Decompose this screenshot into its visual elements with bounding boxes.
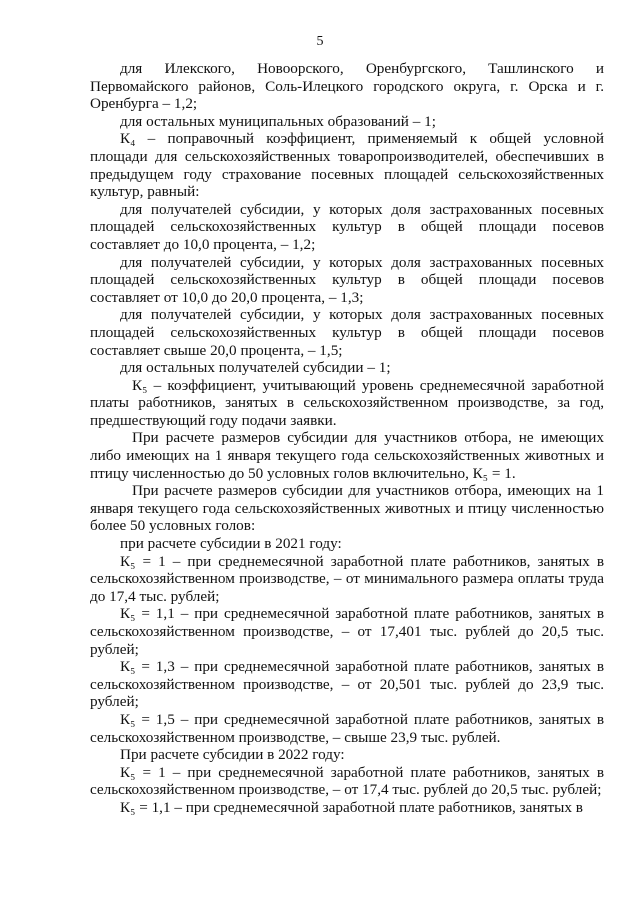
paragraph-2021-heading: при расчете субсидии в 2021 году: [120, 535, 342, 553]
paragraph-k4-case-1: для получателей субсидии, у которых доля застрахованных посевных площадей сельскохозяйственных культур в общей площади посевов составляет до 10,0 процента, – 1,2; [90, 200, 604, 253]
paragraph-2: для остальных муниципальных образований – 1; [120, 112, 436, 130]
paragraph-k4-case-other: для остальных получателей субсидии – 1; [120, 359, 391, 377]
paragraph-k4-case-2: для получателей субсидии, у которых доля застрахованных посевных площадей сельскохозяйственных культур в общей площади посевов составляет от 10,0 до 20,0 процента, – 1,3; [90, 253, 604, 306]
page-number: 5 [316, 34, 324, 49]
paragraph-k4-case-3: для получателей субсидии, у которых доля застрахованных посевных площадей сельскохозяйственных культур в общей площади посевов составляет свыше 20,0 процента, – 1,5; [90, 306, 604, 359]
paragraph-k5-large: При расчете размеров субсидии для участников отбора, имеющих на 1 января текущего года сельскохозяйственных животных и птицу численностью более 50 условных голов: [90, 482, 604, 535]
paragraph-k4-definition: К₄ – поправочный коэффициент, применяемый к общей условной площади для сельскохозяйственных товаропроизводителей, обеспечивших в предыдущем году страхование посевных площадей сельскохозяйственных культур, равный: [90, 130, 604, 201]
paragraph-k5-definition: К₅ – коэффициент, учитывающий уровень среднемесячной заработной платы работников, занятых в сельскохозяйственном производстве, за год, предшествующий году подачи заявки. [90, 376, 604, 429]
paragraph-2021-k5-1: К₅ = 1 – при среднемесячной заработной плате работников, занятых в сельскохозяйственном производстве, – от минимального размера оплаты труда до 17,4 тыс. рублей; [90, 552, 604, 605]
paragraph-2021-k5-1-5: К₅ = 1,5 – при среднемесячной заработной плате работников, занятых в сельскохозяйственном производстве, – свыше 23,9 тыс. рублей. [90, 710, 604, 746]
paragraph-2021-k5-1-1: К₅ = 1,1 – при среднемесячной заработной плате работников, занятых в сельскохозяйственном производстве, – от 17,401 тыс. рублей до 20,5 тыс. рублей; [90, 605, 604, 658]
paragraph-2022-k5-1: К₅ = 1 – при среднемесячной заработной плате работников, занятых в сельскохозяйственном производстве, – от 17,4 тыс. рублей до 20,5 тыс. рублей; [90, 763, 604, 799]
paragraph-k5-small: При расчете размеров субсидии для участников отбора, не имеющих либо имеющих на 1 января текущего года сельскохозяйственных животных и птицу численностью до 50 условных голов включительно, К₅ = 1. [90, 429, 604, 482]
paragraph-1: для Илекского, Новоорского, Оренбургского, Ташлинского и Первомайского районов, Соль-Илецкого городского округа, г. Орска и г. Оренбурга – 1,2; [90, 60, 604, 113]
document-body [90, 60, 604, 817]
paragraph-2021-k5-1-3: К₅ = 1,3 – при среднемесячной заработной плате работников, занятых в сельскохозяйственном производстве, – от 20,501 тыс. рублей до 23,9 тыс. рублей; [90, 658, 604, 711]
paragraph-2022-heading: При расчете субсидии в 2022 году: [120, 746, 345, 764]
paragraph-2022-k5-1-1: К₅ = 1,1 – при среднемесячной заработной плате работников, занятых в [120, 798, 583, 816]
